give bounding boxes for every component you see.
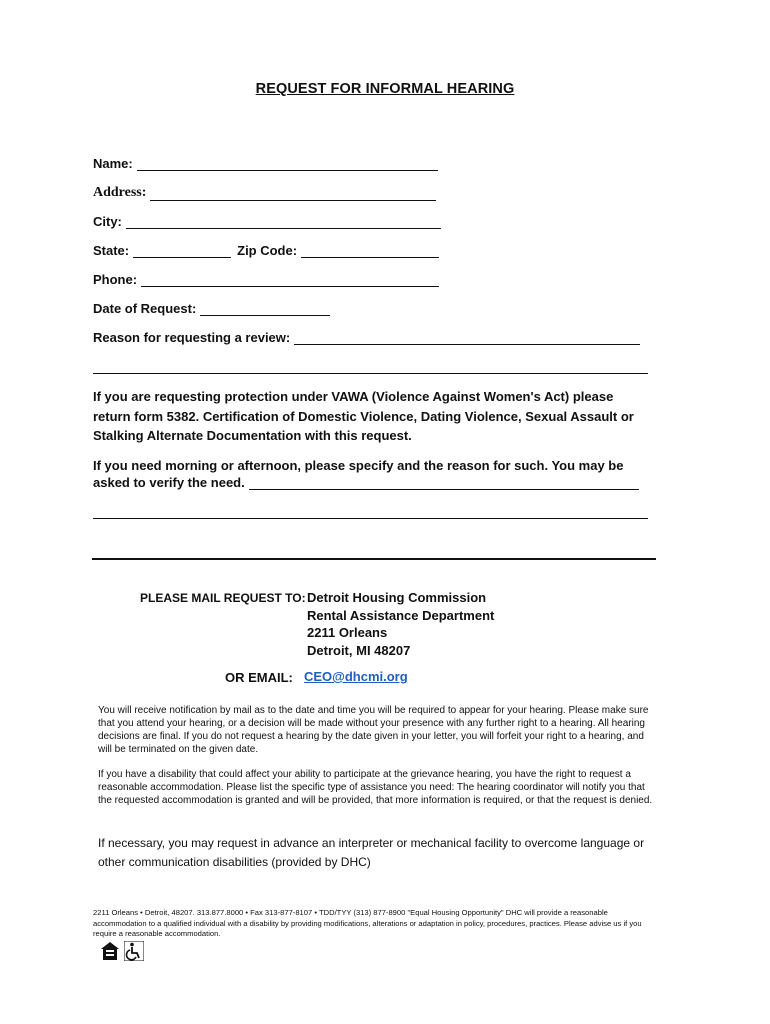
city-field[interactable] bbox=[126, 214, 441, 229]
city-label: City: bbox=[93, 214, 122, 229]
mail-line-2: Rental Assistance Department bbox=[307, 607, 495, 623]
phone-label: Phone: bbox=[93, 272, 138, 287]
footer-text: 2211 Orleans • Detroit, 48207. 313.877.8000 • Fax 313-877-8107 • TDD/TYY (313) 877-8900 "Equal Housing Opportunity" DHC will provide a reasonable accommodation to a qualified individual with a disability by providing modifications, alterations or adaptation in policy, procedures, practices. Please advise us if you require a reasonable accommodation. bbox=[93, 908, 642, 938]
phone-row bbox=[93, 272, 439, 287]
state-zip-row bbox=[93, 243, 439, 258]
address-row bbox=[93, 185, 436, 201]
mail-line-1: Detroit Housing Commission bbox=[307, 590, 487, 605]
address-field[interactable] bbox=[150, 186, 436, 201]
date-label: Date of Request: bbox=[93, 301, 197, 316]
phone-field[interactable] bbox=[141, 272, 439, 287]
reason-label: Reason for requesting a review: bbox=[93, 330, 291, 345]
mail-line-3: 2211 Orleans bbox=[307, 625, 388, 640]
date-field[interactable] bbox=[200, 301, 330, 316]
email-label: OR EMAIL: bbox=[225, 670, 293, 685]
morning-row-2 bbox=[93, 475, 639, 490]
reason-field-line-2[interactable] bbox=[93, 373, 648, 374]
page-title: REQUEST FOR INFORMAL HEARING bbox=[255, 81, 515, 97]
footer-icons bbox=[100, 941, 144, 961]
name-field[interactable] bbox=[137, 156, 438, 171]
section-divider bbox=[92, 558, 656, 560]
zip-label: Zip Code: bbox=[237, 243, 298, 258]
address-label: Address: bbox=[93, 185, 147, 200]
disability-paragraph: If you have a disability that could affect your ability to participate at the grievance hearing, you have the right to request a reasonable accommodation. Please list the specific type of assistance you need: The hearing coordinator will notify you that the requested accommodation is granted and will be provided, that more information is required, or that the request is denied. bbox=[98, 769, 653, 806]
reason-row bbox=[93, 330, 640, 345]
morning-line-1: If you need morning or afternoon, please specify and the reason for such. You may be bbox=[93, 458, 624, 473]
vawa-paragraph: If you are requesting protection under VAWA (Violence Against Women's Act) please return form 5382. Certification of Domestic Violence, Dating Violence, Sexual Assault or Stalking Alternate Documentation with this request. bbox=[93, 389, 634, 443]
interpreter-paragraph: If necessary, you may request in advance an interpreter or mechanical facility to overcome language or other communication disabilities (provided by DHC) bbox=[98, 836, 645, 869]
state-label: State: bbox=[93, 243, 130, 258]
date-row bbox=[93, 301, 330, 316]
mail-label: PLEASE MAIL REQUEST TO: bbox=[140, 591, 306, 605]
wheelchair-accessible-icon bbox=[124, 941, 144, 961]
notification-paragraph: You will receive notification by mail as to the date and time you will be required to appear for your hearing. Please make sure that you attend your hearing, or a decision will be made without your presence with any further right to a hearing. All hearing decisions are final. If you do not request a hearing by the date given in your letter, you will forfeit your right to a hearing, and will be terminated on the given date. bbox=[98, 705, 649, 755]
mail-address-block bbox=[307, 589, 494, 659]
time-preference-line-2[interactable] bbox=[93, 518, 648, 519]
mail-line-4: Detroit, MI 48207 bbox=[307, 642, 411, 658]
email-link[interactable]: CEO@dhcmi.org bbox=[304, 669, 408, 684]
name-label: Name: bbox=[93, 156, 133, 171]
morning-line-2: asked to verify the need. bbox=[93, 475, 245, 490]
name-row bbox=[93, 156, 438, 171]
state-field[interactable] bbox=[133, 243, 231, 258]
time-preference-field[interactable] bbox=[249, 475, 639, 490]
city-row bbox=[93, 214, 441, 229]
equal-housing-icon bbox=[100, 941, 120, 961]
reason-field[interactable] bbox=[294, 330, 640, 345]
zip-field[interactable] bbox=[301, 243, 439, 258]
